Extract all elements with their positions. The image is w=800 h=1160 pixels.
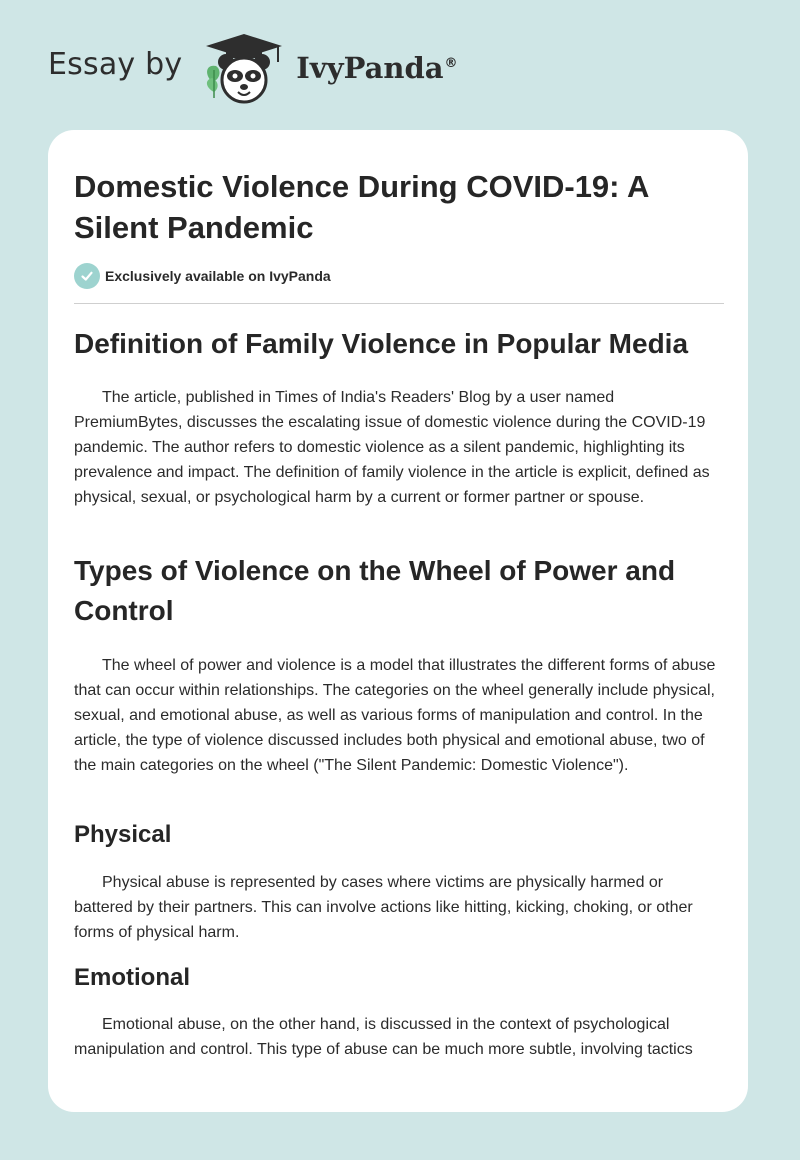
brand-prefix: Essay by [48,46,183,82]
section-paragraph-definition: The article, published in Times of India's Readers' Blog by a user named PremiumBytes, discusses the escalating issue of domestic violence during the COVID-19 pandemic. The author refers to domestic violence as a silent pandemic, highlighting its prevalence and impact. The definition of family violence in the article is explicit, defined as physical, sexual, or psychological harm by a current or former partner or spouse. [74,389,710,506]
exclusive-label: Exclusively available on IvyPanda [105,268,331,284]
check-icon [74,263,100,289]
section-heading-physical: Physical [74,821,172,848]
section-paragraph-physical: Physical abuse is represented by cases where victims are physically harmed or battered by their partners. This can involve actions like hitting, kicking, choking, or other forms of physical harm. [74,874,693,941]
brand-header [48,30,458,110]
registered-mark: ® [444,56,458,72]
section-heading-definition: Definition of Family Violence in Popular Media [74,328,689,359]
section-heading-emotional: Emotional [74,964,191,991]
brand-name-text: IvyPanda [296,51,444,85]
exclusive-badge [74,263,331,289]
section-paragraph-emotional: Emotional abuse, on the other hand, is discussed in the context of psychological manipulation and control. This type of abuse can be much more subtle, involving tactics [74,1016,693,1058]
title-divider [74,303,724,304]
section-paragraph-types: The wheel of power and violence is a model that illustrates the different forms of abuse that can occur within relationships. The categories on the wheel generally include physical, sexual, and emotional abuse, as well as various forms of manipulation and control. In the article, the type of violence discussed includes both physical and emotional abuse, two of the main categories on the wheel ("The Silent Pandemic: Domestic Violence"). [74,657,716,774]
essay-card [48,130,748,1112]
panda-graduate-logo-icon[interactable] [196,30,292,110]
essay-title: Domestic Violence During COVID-19: A Silent Pandemic [74,169,649,245]
brand-name[interactable] [296,51,457,85]
section-heading-types: Types of Violence on the Wheel of Power and Control [74,555,676,626]
